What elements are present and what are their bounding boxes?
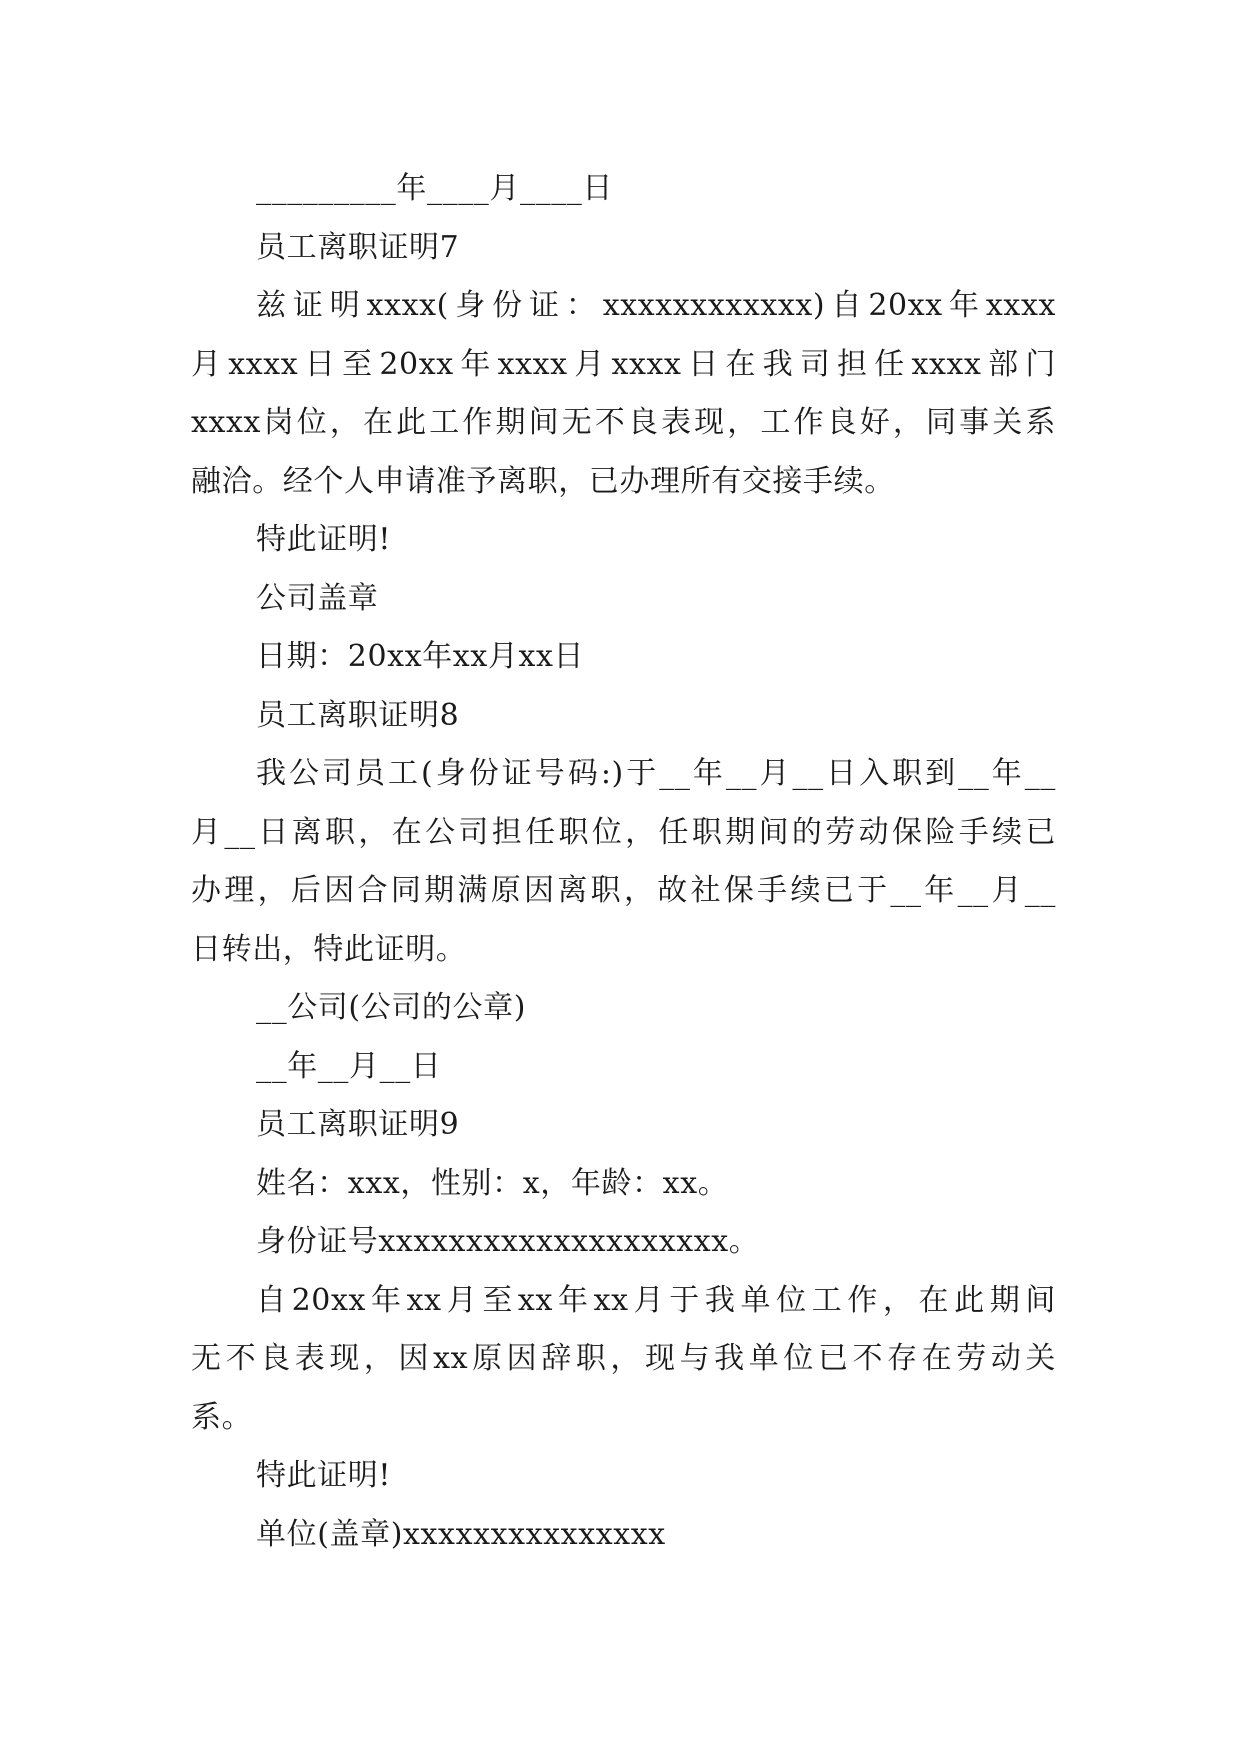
- document-body: [191, 160, 1056, 1564]
- paragraph-7-line-3: xxxx岗位，在此工作期间无不良表现，工作良好，同事关系: [191, 405, 1056, 440]
- section-title-9: 员工离职证明9: [256, 1107, 460, 1142]
- paragraph-9-line-2: 无不良表现，因xx原因辞职，现与我单位已不存在劳动关: [191, 1341, 1056, 1376]
- section-title-7: 员工离职证明7: [256, 229, 460, 265]
- date-blank-line: _________年____月____日: [256, 171, 613, 206]
- id-number-line: 身份证号xxxxxxxxxxxxxxxxxxxx。: [256, 1224, 760, 1259]
- paragraph-8-line-1: 我公司员工(身份证号码:)于__年__月__日入职到__年__: [256, 756, 1056, 791]
- company-seal-8: __公司(公司的公章): [256, 990, 527, 1025]
- paragraph-8-line-3: 办理，后因合同期满原因离职，故社保手续已于__年__月__: [191, 873, 1056, 908]
- date-line-8: __年__月__日: [256, 1048, 442, 1084]
- paragraph-8-line-2: 月__日离职，在公司担任职位，任职期间的劳动保险手续已: [191, 814, 1056, 850]
- paragraph-7-line-4: 融洽。经个人申请准予离职，已办理所有交接手续。: [191, 463, 895, 499]
- section-title-8: 员工离职证明8: [256, 697, 460, 733]
- paragraph-7-line-1: 兹证明xxxx(身份证：xxxxxxxxxxxx)自20xx年xxxx: [256, 288, 1056, 323]
- date-line-7: 日期：20xx年xx月xx日: [256, 639, 585, 674]
- paragraph-9-line-3: 系。: [191, 1399, 253, 1435]
- certify-closing-7: 特此证明!: [256, 522, 392, 557]
- paragraph-8-line-4: 日转出，特此证明。: [191, 931, 467, 967]
- paragraph-9-line-1: 自20xx年xx月至xx年xx月于我单位工作，在此期间: [256, 1282, 1056, 1318]
- unit-seal-line: 单位(盖章)xxxxxxxxxxxxxxx: [256, 1516, 666, 1552]
- personal-info-line: 姓名：xxx，性别：x，年龄：xx。: [256, 1165, 729, 1201]
- certify-closing-9: 特此证明!: [256, 1458, 392, 1493]
- company-seal-7: 公司盖章: [256, 580, 379, 616]
- paragraph-7-line-2: 月xxxx日至20xx年xxxx月xxxx日在我司担任xxxx部门: [191, 346, 1056, 382]
